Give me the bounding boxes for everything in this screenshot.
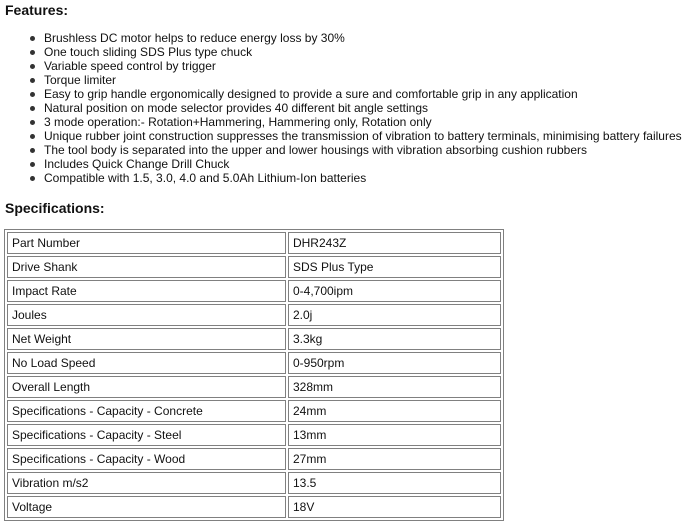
table-row [7, 280, 501, 302]
spec-value: 3.3kg [288, 328, 501, 350]
table-row [7, 448, 501, 470]
table-row [7, 400, 501, 422]
spec-value: 0-950rpm [288, 352, 501, 374]
table-row [7, 256, 501, 278]
feature-text: Variable speed control by trigger [44, 59, 216, 73]
feature-text: The tool body is separated into the upper and lower housings with vibration absorbing cushion rubbers [44, 143, 587, 157]
spec-label: Part Number [7, 232, 286, 254]
table-row [7, 304, 501, 326]
feature-text: Compatible with 1.5, 3.0, 4.0 and 5.0Ah Lithium-Ion batteries [44, 171, 367, 185]
spec-value: 0-4,700ipm [288, 280, 501, 302]
feature-item [28, 101, 696, 115]
feature-item [28, 171, 696, 185]
feature-item [28, 87, 696, 101]
table-row [7, 424, 501, 446]
table-row [7, 328, 501, 350]
spec-value: DHR243Z [288, 232, 501, 254]
bullet-icon [30, 64, 35, 69]
feature-item [28, 115, 696, 129]
feature-text: 3 mode operation:- Rotation+Hammering, Hammering only, Rotation only [44, 115, 432, 129]
feature-text: Unique rubber joint construction suppresses the transmission of vibration to battery terminals, minimising battery failures [44, 129, 682, 143]
table-row [7, 376, 501, 398]
bullet-icon [30, 162, 35, 167]
feature-item [28, 129, 696, 143]
bullet-icon [30, 78, 35, 83]
bullet-icon [30, 92, 35, 97]
spec-label: Specifications - Capacity - Steel [7, 424, 286, 446]
feature-item [28, 59, 696, 73]
spec-value: 24mm [288, 400, 501, 422]
table-row [7, 472, 501, 494]
spec-value: 328mm [288, 376, 501, 398]
spec-label: Specifications - Capacity - Concrete [7, 400, 286, 422]
specifications-heading: Specifications: [5, 200, 105, 216]
spec-value: 27mm [288, 448, 501, 470]
bullet-icon [30, 106, 35, 111]
feature-item [28, 143, 696, 157]
table-row [7, 496, 501, 518]
spec-value: 13mm [288, 424, 501, 446]
table-row [7, 232, 501, 254]
feature-text: One touch sliding SDS Plus type chuck [44, 45, 253, 59]
spec-label: No Load Speed [7, 352, 286, 374]
bullet-icon [30, 176, 35, 181]
features-list [28, 31, 696, 185]
feature-text: Brushless DC motor helps to reduce energy loss by 30% [44, 31, 345, 45]
feature-item [28, 157, 696, 171]
feature-text: Easy to grip handle ergonomically designed to provide a sure and comfortable grip in any application [44, 87, 578, 101]
feature-text: Includes Quick Change Drill Chuck [44, 157, 230, 171]
spec-value: 2.0j [288, 304, 501, 326]
spec-label: Net Weight [7, 328, 286, 350]
table-row [7, 352, 501, 374]
feature-item [28, 73, 696, 87]
spec-label: Drive Shank [7, 256, 286, 278]
spec-label: Vibration m/s2 [7, 472, 286, 494]
bullet-icon [30, 120, 35, 125]
feature-item [28, 45, 696, 59]
feature-item [28, 31, 696, 45]
spec-label: Impact Rate [7, 280, 286, 302]
spec-label: Joules [7, 304, 286, 326]
bullet-icon [30, 50, 35, 55]
feature-text: Torque limiter [44, 73, 117, 87]
bullet-icon [30, 134, 35, 139]
bullet-icon [30, 148, 35, 153]
spec-label: Voltage [7, 496, 286, 518]
spec-label: Specifications - Capacity - Wood [7, 448, 286, 470]
specifications-table [4, 229, 504, 521]
spec-value: 13.5 [288, 472, 501, 494]
feature-text: Natural position on mode selector provides 40 different bit angle settings [44, 101, 429, 115]
bullet-icon [30, 36, 35, 41]
spec-value: 18V [288, 496, 501, 518]
spec-label: Overall Length [7, 376, 286, 398]
features-heading: Features: [5, 2, 69, 18]
spec-value: SDS Plus Type [288, 256, 501, 278]
